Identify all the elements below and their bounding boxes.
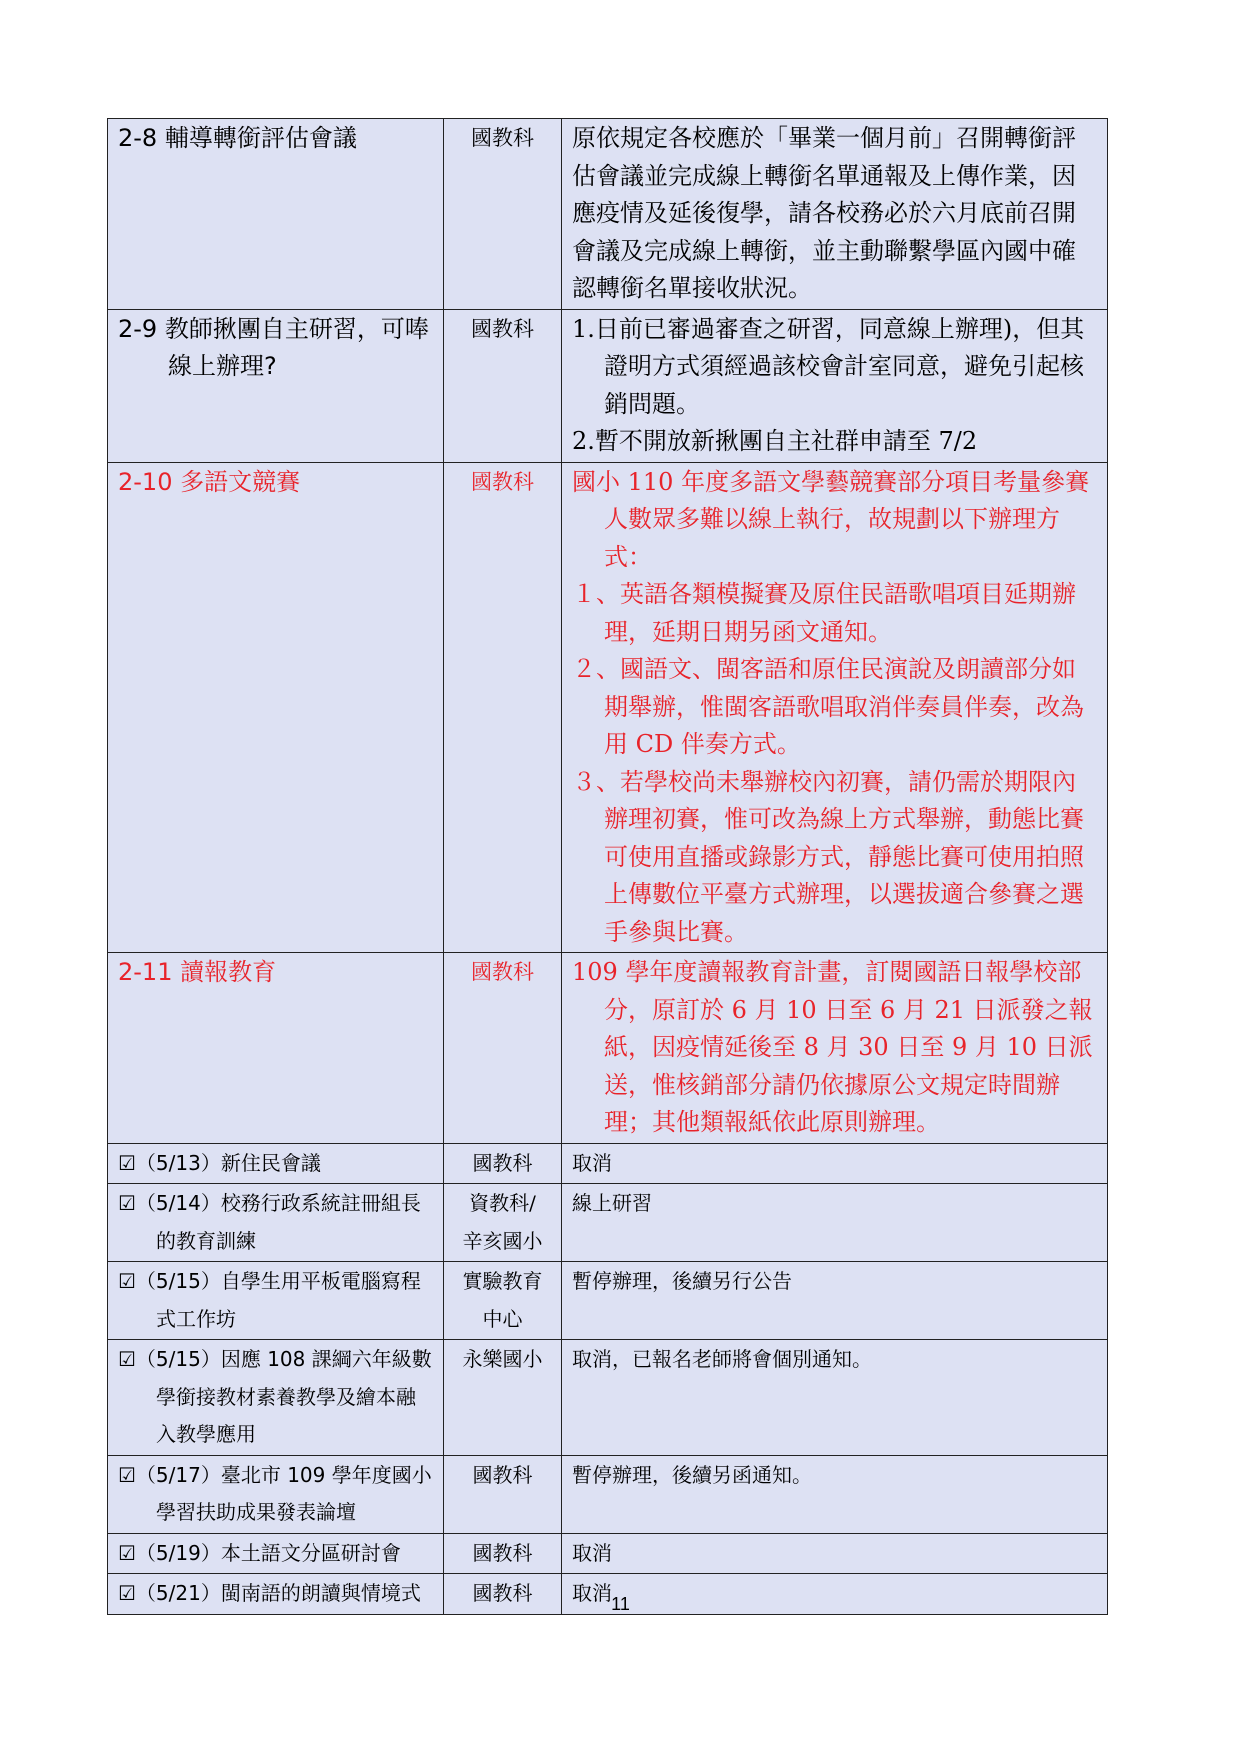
content-cell [562, 309, 1108, 462]
table-row [108, 953, 1108, 1144]
table-row [108, 1533, 1108, 1574]
event-title-cell [108, 1340, 444, 1456]
table-row [108, 309, 1108, 462]
event-title: ☑（5/15）自學生用平板電腦寫程式工作坊 [118, 1269, 421, 1331]
unit-cell: 國教科 [444, 119, 562, 310]
table-row [108, 1340, 1108, 1456]
event-unit-cell: 國教科 [444, 1455, 562, 1533]
event-title-cell [108, 1143, 444, 1184]
table-row [108, 1455, 1108, 1533]
content-cell [562, 953, 1108, 1144]
meeting-items-table [107, 118, 1108, 1615]
event-status-cell: 取消，已報名老師將會個別通知。 [562, 1340, 1108, 1456]
topic-cell [108, 309, 444, 462]
page-number: 11 [611, 1594, 630, 1614]
content-line: 109 學年度讀報教育計畫，訂閱國語日報學校部分，原訂於 6 月 10 日至 6 月 21 日派發之報紙，因疫情延後至 8 月 30 日至 9 月 10 日派送，惟核銷部分請仍依據原公文規定時間辦理；其他類報紙依此原則辦理。 [572, 958, 1093, 1136]
table-row [108, 1143, 1108, 1184]
event-title: ☑（5/13）新住民會議 [118, 1150, 321, 1175]
event-status-cell: 暫停辦理，後續另行公告 [562, 1262, 1108, 1340]
event-title-cell [108, 1262, 444, 1340]
event-unit-cell: 資教科/辛亥國小 [444, 1184, 562, 1262]
topic-cell: 2-11 讀報教育 [108, 953, 444, 1144]
content-line: 原依規定各校應於「畢業一個月前」召開轉銜評估會議並完成線上轉銜名單通報及上傳作業，因應疫情及延後復學，請各校務必於六月底前召開會議及完成線上轉銜，並主動聯繫學區內國中確認轉銜名單接收狀況。 [572, 124, 1076, 302]
event-unit-cell: 永樂國小 [444, 1340, 562, 1456]
content-line: ２、國語文、閩客語和原住民演說及朗讀部分如期舉辦，惟閩客語歌唱取消伴奏員伴奏，改為用 CD 伴奏方式。 [572, 655, 1084, 758]
table-row [108, 1262, 1108, 1340]
event-status-cell: 取消 [562, 1143, 1108, 1184]
topic-cell: 2-8 輔導轉銜評估會議 [108, 119, 444, 310]
table-row [108, 1184, 1108, 1262]
event-status-cell: 暫停辦理，後續另函通知。 [562, 1455, 1108, 1533]
event-unit-cell: 國教科 [444, 1143, 562, 1184]
table-row [108, 119, 1108, 310]
event-title-cell [108, 1533, 444, 1574]
event-unit-cell: 國教科 [444, 1533, 562, 1574]
event-title: ☑（5/14）校務行政系統註冊組長的教育訓練 [118, 1191, 421, 1253]
content-line: 國小 110 年度多語文學藝競賽部分項目考量參賽人數眾多難以線上執行，故規劃以下辦理方式： [572, 467, 1090, 571]
topic-cell: 2-10 多語文競賽 [108, 462, 444, 953]
unit-cell: 國教科 [444, 462, 562, 953]
content-line: ３、若學校尚未舉辦校內初賽，請仍需於期限內辦理初賽，惟可改為線上方式舉辦，動態比賽可使用直播或錄影方式，靜態比賽可使用拍照上傳數位平臺方式辦理，以選拔適合參賽之選手參與比賽。 [572, 767, 1084, 946]
content-line: 1.日前已審過審查之研習，同意線上辦理)，但其證明方式須經過該校會計室同意，避免引起核銷問題。 [572, 314, 1085, 418]
event-unit-cell: 國教科 [444, 1574, 562, 1615]
event-title: ☑（5/15）因應 108 課綱六年級數學銜接教材素養教學及繪本融入教學應用 [118, 1347, 432, 1446]
event-title: ☑（5/21）閩南語的朗讀與情境式 [118, 1581, 421, 1605]
event-status-cell: 取消 [562, 1533, 1108, 1574]
content-line: 2.暫不開放新揪團自主社群申請至 7/2 [572, 427, 978, 455]
event-title: ☑（5/19）本土語文分區研討會 [118, 1540, 401, 1565]
event-title: ☑（5/17）臺北市 109 學年度國小學習扶助成果發表論壇 [118, 1462, 432, 1524]
event-unit-cell: 實驗教育中心 [444, 1262, 562, 1340]
table-row [108, 462, 1108, 953]
event-status-cell: 取消 [562, 1574, 1108, 1615]
document-table-container [107, 118, 1107, 1615]
unit-cell: 國教科 [444, 953, 562, 1144]
content-cell [562, 119, 1108, 310]
event-status-cell: 線上研習 [562, 1184, 1108, 1262]
unit-cell: 國教科 [444, 309, 562, 462]
content-cell [562, 462, 1108, 953]
topic-text: 2-9 教師揪團自主研習，可唪線上辦理? [118, 314, 429, 380]
event-title-cell [108, 1455, 444, 1533]
content-line: １、英語各類模擬賽及原住民語歌唱項目延期辦理，延期日期另函文通知。 [572, 580, 1076, 646]
event-title-cell [108, 1184, 444, 1262]
